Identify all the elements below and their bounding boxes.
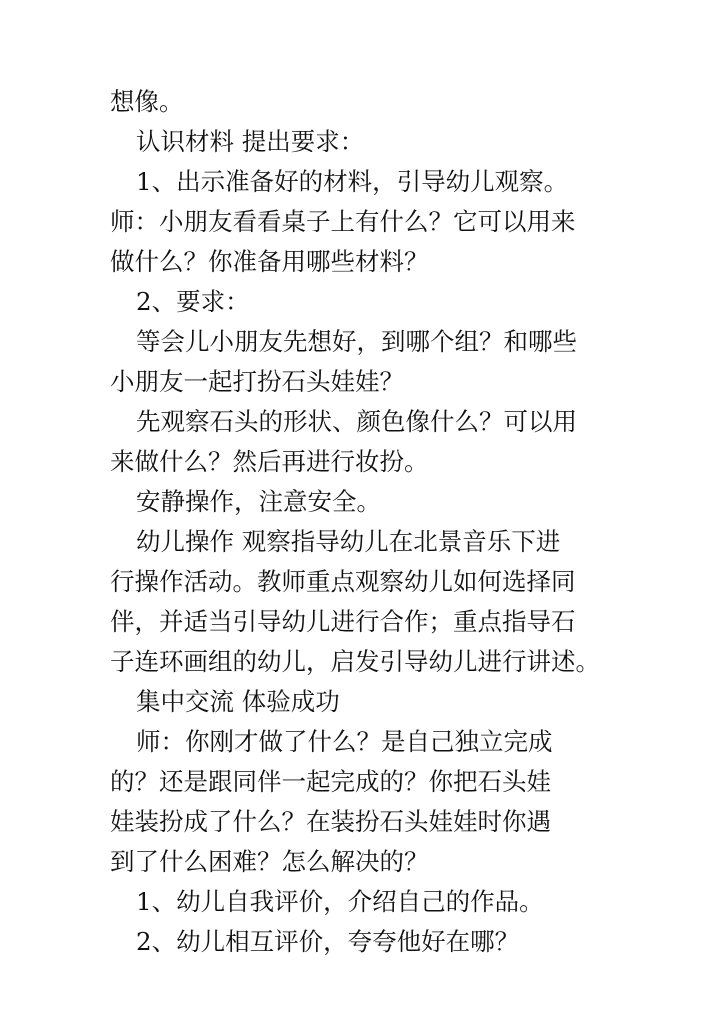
- text-line: 幼儿操作 观察指导幼儿在北景音乐下进: [136, 527, 561, 556]
- text-line: 子连环画组的幼儿，启发引导幼儿进行讲述。: [110, 647, 600, 676]
- text-line: 2、要求：: [136, 287, 250, 316]
- text-line: 等会儿小朋友先想好，到哪个组？和哪些: [136, 327, 577, 356]
- text-line: 师：小朋友看看桌子上有什么？它可以用来: [110, 207, 576, 236]
- text-line: 认识材料 提出要求：: [136, 127, 365, 156]
- text-line: 1、出示准备好的材料，引导幼儿观察。: [136, 167, 569, 196]
- text-line: 集中交流 体验成功: [136, 687, 340, 716]
- text-line: 2、幼儿相互评价，夸夸他好在哪？: [136, 927, 520, 956]
- text-line: 的？还是跟同伴一起完成的？你把石头娃: [110, 767, 551, 796]
- text-line: 师：你刚才做了什么？是自己独立完成: [136, 727, 553, 756]
- text-line: 伴，并适当引导幼儿进行合作；重点指导石: [110, 607, 576, 636]
- text-line: 做什么？你准备用哪些材料？: [110, 247, 429, 276]
- text-line: 娃装扮成了什么？在装扮石头娃娃时你遇: [110, 807, 551, 836]
- text-line: 小朋友一起打扮石头娃娃？: [110, 367, 404, 396]
- document-body: [110, 82, 620, 962]
- text-line: 行操作活动。教师重点观察幼儿如何选择同: [110, 567, 576, 596]
- text-line: 想像。: [110, 87, 184, 116]
- text-line: 先观察石头的形状、颜色像什么？可以用: [136, 407, 577, 436]
- text-line: 来做什么？然后再进行妆扮。: [110, 447, 429, 476]
- text-line: 安静操作，注意安全。: [136, 487, 381, 516]
- text-line: 到了什么困难？怎么解决的？: [110, 847, 429, 876]
- text-line: 1、幼儿自我评价，介绍自己的作品。: [136, 887, 544, 916]
